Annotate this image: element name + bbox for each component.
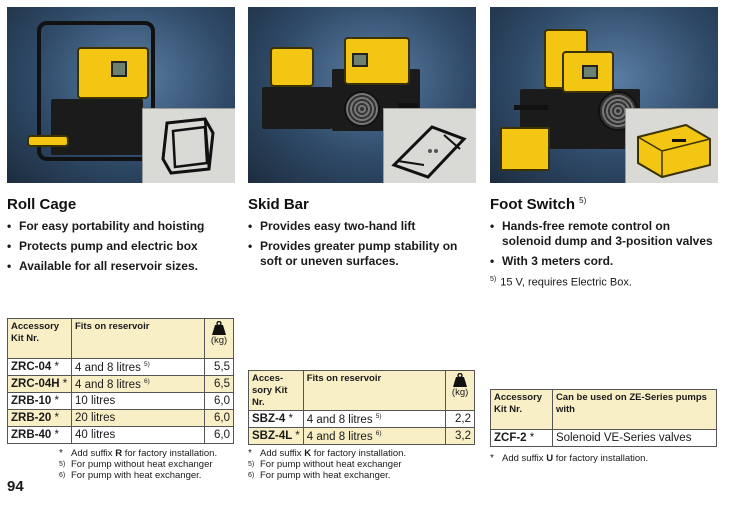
column-header: Accessory Kit Nr. <box>8 319 72 359</box>
roll-cage-title: Roll Cage <box>7 196 77 213</box>
footnote: 5) For pump without heat exchanger <box>248 459 402 470</box>
table-row: ZRC-04H * 4 and 8 litres $^{6)}$ 6,5 <box>8 376 234 393</box>
footnote: 6) For pump with heat exchanger. <box>248 470 391 481</box>
footnote: * Add suffix R for factory installation. <box>59 448 218 459</box>
weight-icon <box>211 321 227 335</box>
skid-bar-footnotes <box>248 448 406 481</box>
list-item: • Provides easy two-hand lift <box>248 219 476 234</box>
footnote: * Add suffix K for factory installation. <box>248 448 407 459</box>
roll-cage-inset-image <box>142 108 235 183</box>
foot-switch-note: $^{5)}$ 15 V, requires Electric Box. <box>490 276 632 289</box>
list-item: • Hands-free remote control on solenoid dump and 3-position valves <box>490 219 722 249</box>
list-item: • Provides greater pump stability on soft or uneven surfaces. <box>248 239 476 269</box>
table-row: ZRB-40 * 40 litres 6,0 <box>8 427 234 444</box>
page-number: 94 <box>7 478 24 495</box>
table-row: ZCF-2 * Solenoid VE-Series valves <box>491 430 717 447</box>
column-header: (kg) <box>446 371 475 411</box>
column-header: Fits on reservoir <box>303 371 445 411</box>
list-item: • With 3 meters cord. <box>490 254 722 269</box>
table-row: ZRB-20 * 20 litres 6,0 <box>8 410 234 427</box>
foot-switch-inset-image <box>625 108 718 183</box>
foot-switch-table <box>490 389 717 447</box>
column-header: Accessory Kit Nr. <box>491 390 553 430</box>
table-row: ZRC-04 * 4 and 8 litres $^{5)}$ 5,5 <box>8 359 234 376</box>
column-header: Can be used on ZE-Series pumps with <box>552 390 716 430</box>
column-header: Fits on reservoir <box>71 319 204 359</box>
weight-icon <box>452 373 468 387</box>
list-item: • Protects pump and electric box <box>7 239 235 254</box>
roll-cage-photo <box>7 7 235 183</box>
list-item: • For easy portability and hoisting <box>7 219 235 234</box>
footnote: 5) For pump without heat exchanger <box>59 459 213 470</box>
foot-switch-photo <box>490 7 718 183</box>
column-header: (kg) <box>205 319 234 359</box>
list-item: • Available for all reservoir sizes. <box>7 259 235 274</box>
footnote: 6) For pump with heat exchanger. <box>59 470 202 481</box>
skid-bar-title: Skid Bar <box>248 196 309 213</box>
table-row: SBZ-4 * 4 and 8 litres $^{5)}$ 2,2 <box>249 411 475 428</box>
footnote: * Add suffix U for factory installation. <box>490 453 649 464</box>
skid-bar-table <box>248 370 475 445</box>
foot-switch-title: Foot Switch $^{5)}$ <box>490 196 587 213</box>
table-row: ZRB-10 * 10 litres 6,0 <box>8 393 234 410</box>
column-header: Acces-sory Kit Nr. <box>249 371 304 411</box>
skid-bar-inset-image <box>383 108 476 183</box>
skid-bar-bullets <box>248 219 476 274</box>
foot-switch-footnotes <box>490 453 648 464</box>
header-bold-word: ZE-Series <box>629 392 674 403</box>
roll-cage-table <box>7 318 234 444</box>
foot-switch-bullets <box>490 219 722 274</box>
table-row: SBZ-4L * 4 and 8 litres $^{6)}$ 3,2 <box>249 428 475 445</box>
roll-cage-bullets <box>7 219 235 279</box>
roll-cage-footnotes <box>59 448 217 481</box>
skid-bar-photo <box>248 7 476 183</box>
